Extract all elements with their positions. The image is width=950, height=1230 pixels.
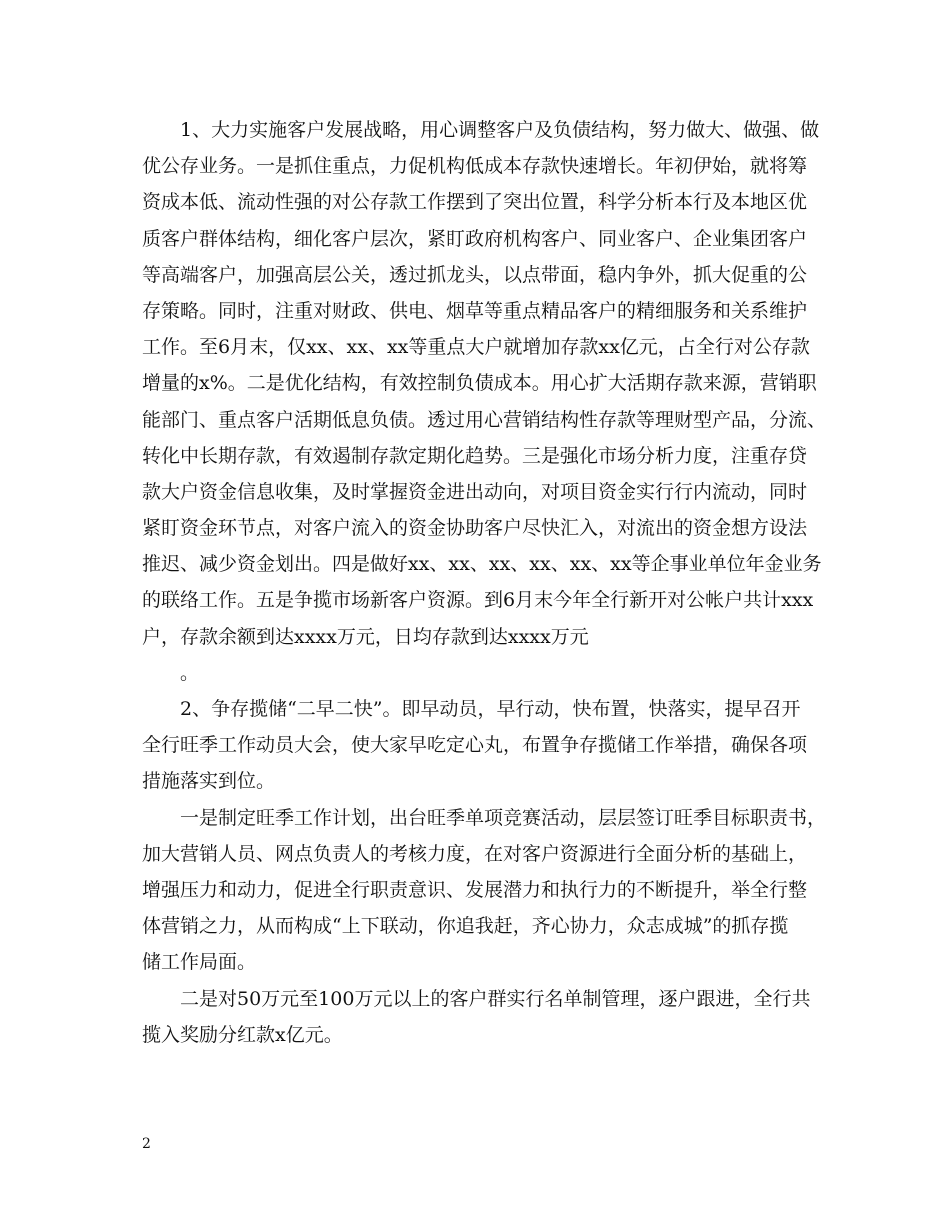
text-line: 。	[180, 661, 200, 684]
text-line: 体营销之力，从而构成“上下联动，你追我赶，齐心协力，众志成城”的抓存揽	[142, 915, 789, 938]
text-line: 款大户资金信息收集，及时掌握资金进出动向，对项目资金实行行内流动，同时	[142, 480, 808, 503]
text-line: 户，存款余额到达xxxx万元，日均存款到达xxxx万元	[142, 625, 589, 648]
paragraph-2	[142, 655, 810, 691]
text-line: 推迟、减少资金划出。四是做好xx、xx、xx、xx、xx、xx等企事业单位年金业务	[142, 553, 822, 576]
text-line: 全行旺季工作动员大会，使大家早吃定心丸，布置争存揽储工作举措，确保各项	[142, 734, 808, 757]
text-line: 揽入奖励分红款x亿元。	[142, 1023, 343, 1046]
text-line: 增强压力和动力，促进全行职责意识、发展潜力和执行力的不断提升，举全行整	[142, 878, 808, 901]
page-number: 2	[142, 1136, 151, 1152]
text-line: 等高端客户，加强高层公关，透过抓龙头，以点带面，稳内争外，抓大促重的公	[142, 263, 808, 286]
document-body	[142, 112, 827, 1053]
text-line: 储工作局面。	[142, 951, 257, 974]
paragraph-5	[142, 981, 810, 1053]
text-line: 的联络工作。五是争揽市场新客户资源。到6月末今年全行新开对公帐户共计xxx	[142, 589, 814, 612]
text-line: 紧盯资金环节点，对客户流入的资金协助客户尽快汇入，对流出的资金想方设法	[142, 517, 808, 540]
text-line: 存策略。同时，注重对财政、供电、烟草等重点精品客户的精细服务和关系维护	[142, 299, 808, 322]
text-line: 增量的x%。二是优化结构，有效控制负债成本。用心扩大活期存款来源，营销职	[142, 372, 817, 395]
text-line: 优公存业务。一是抓住重点，力促机构低成本存款快速增长。年初伊始，就将筹	[142, 155, 808, 178]
text-line: 二是对50万元至100万元以上的客户群实行名单制管理，逐户跟进，全行共	[180, 987, 811, 1010]
text-line: 2、争存揽储“二早二快”。即早动员，早行动，快布置，快落实，提早召开	[180, 698, 801, 720]
text-line: 质客户群体结构，细化客户层次，紧盯政府机构客户、同业客户、企业集团客户	[142, 227, 808, 250]
paragraph-4	[142, 800, 827, 981]
text-line: 转化中长期存款，有效遏制存款定期化趋势。三是强化市场分析力度，注重存贷	[142, 444, 808, 467]
text-line: 加大营销人员、网点负责人的考核力度，在对客户资源进行全面分析的基础上，	[142, 842, 808, 865]
text-line: 一是制定旺季工作计划，出台旺季单项竞赛活动，层层签订旺季目标职责书，	[180, 806, 827, 829]
text-line: 1、大力实施客户发展战略，用心调整客户及负债结构，努力做大、做强、做	[180, 119, 820, 141]
paragraph-1	[142, 112, 827, 655]
paragraph-3	[142, 691, 810, 800]
text-line: 措施落实到位。	[142, 770, 276, 793]
text-line: 工作。至6月末，仅xx、xx、xx等重点大户就增加存款xx亿元，占全行对公存款	[142, 336, 810, 359]
text-line: 能部门、重点客户活期低息负债。透过用心营销结构性存款等理财型产品，分流、	[142, 408, 827, 431]
text-line: 资成本低、流动性强的对公存款工作摆到了突出位置，科学分析本行及本地区优	[142, 191, 808, 214]
